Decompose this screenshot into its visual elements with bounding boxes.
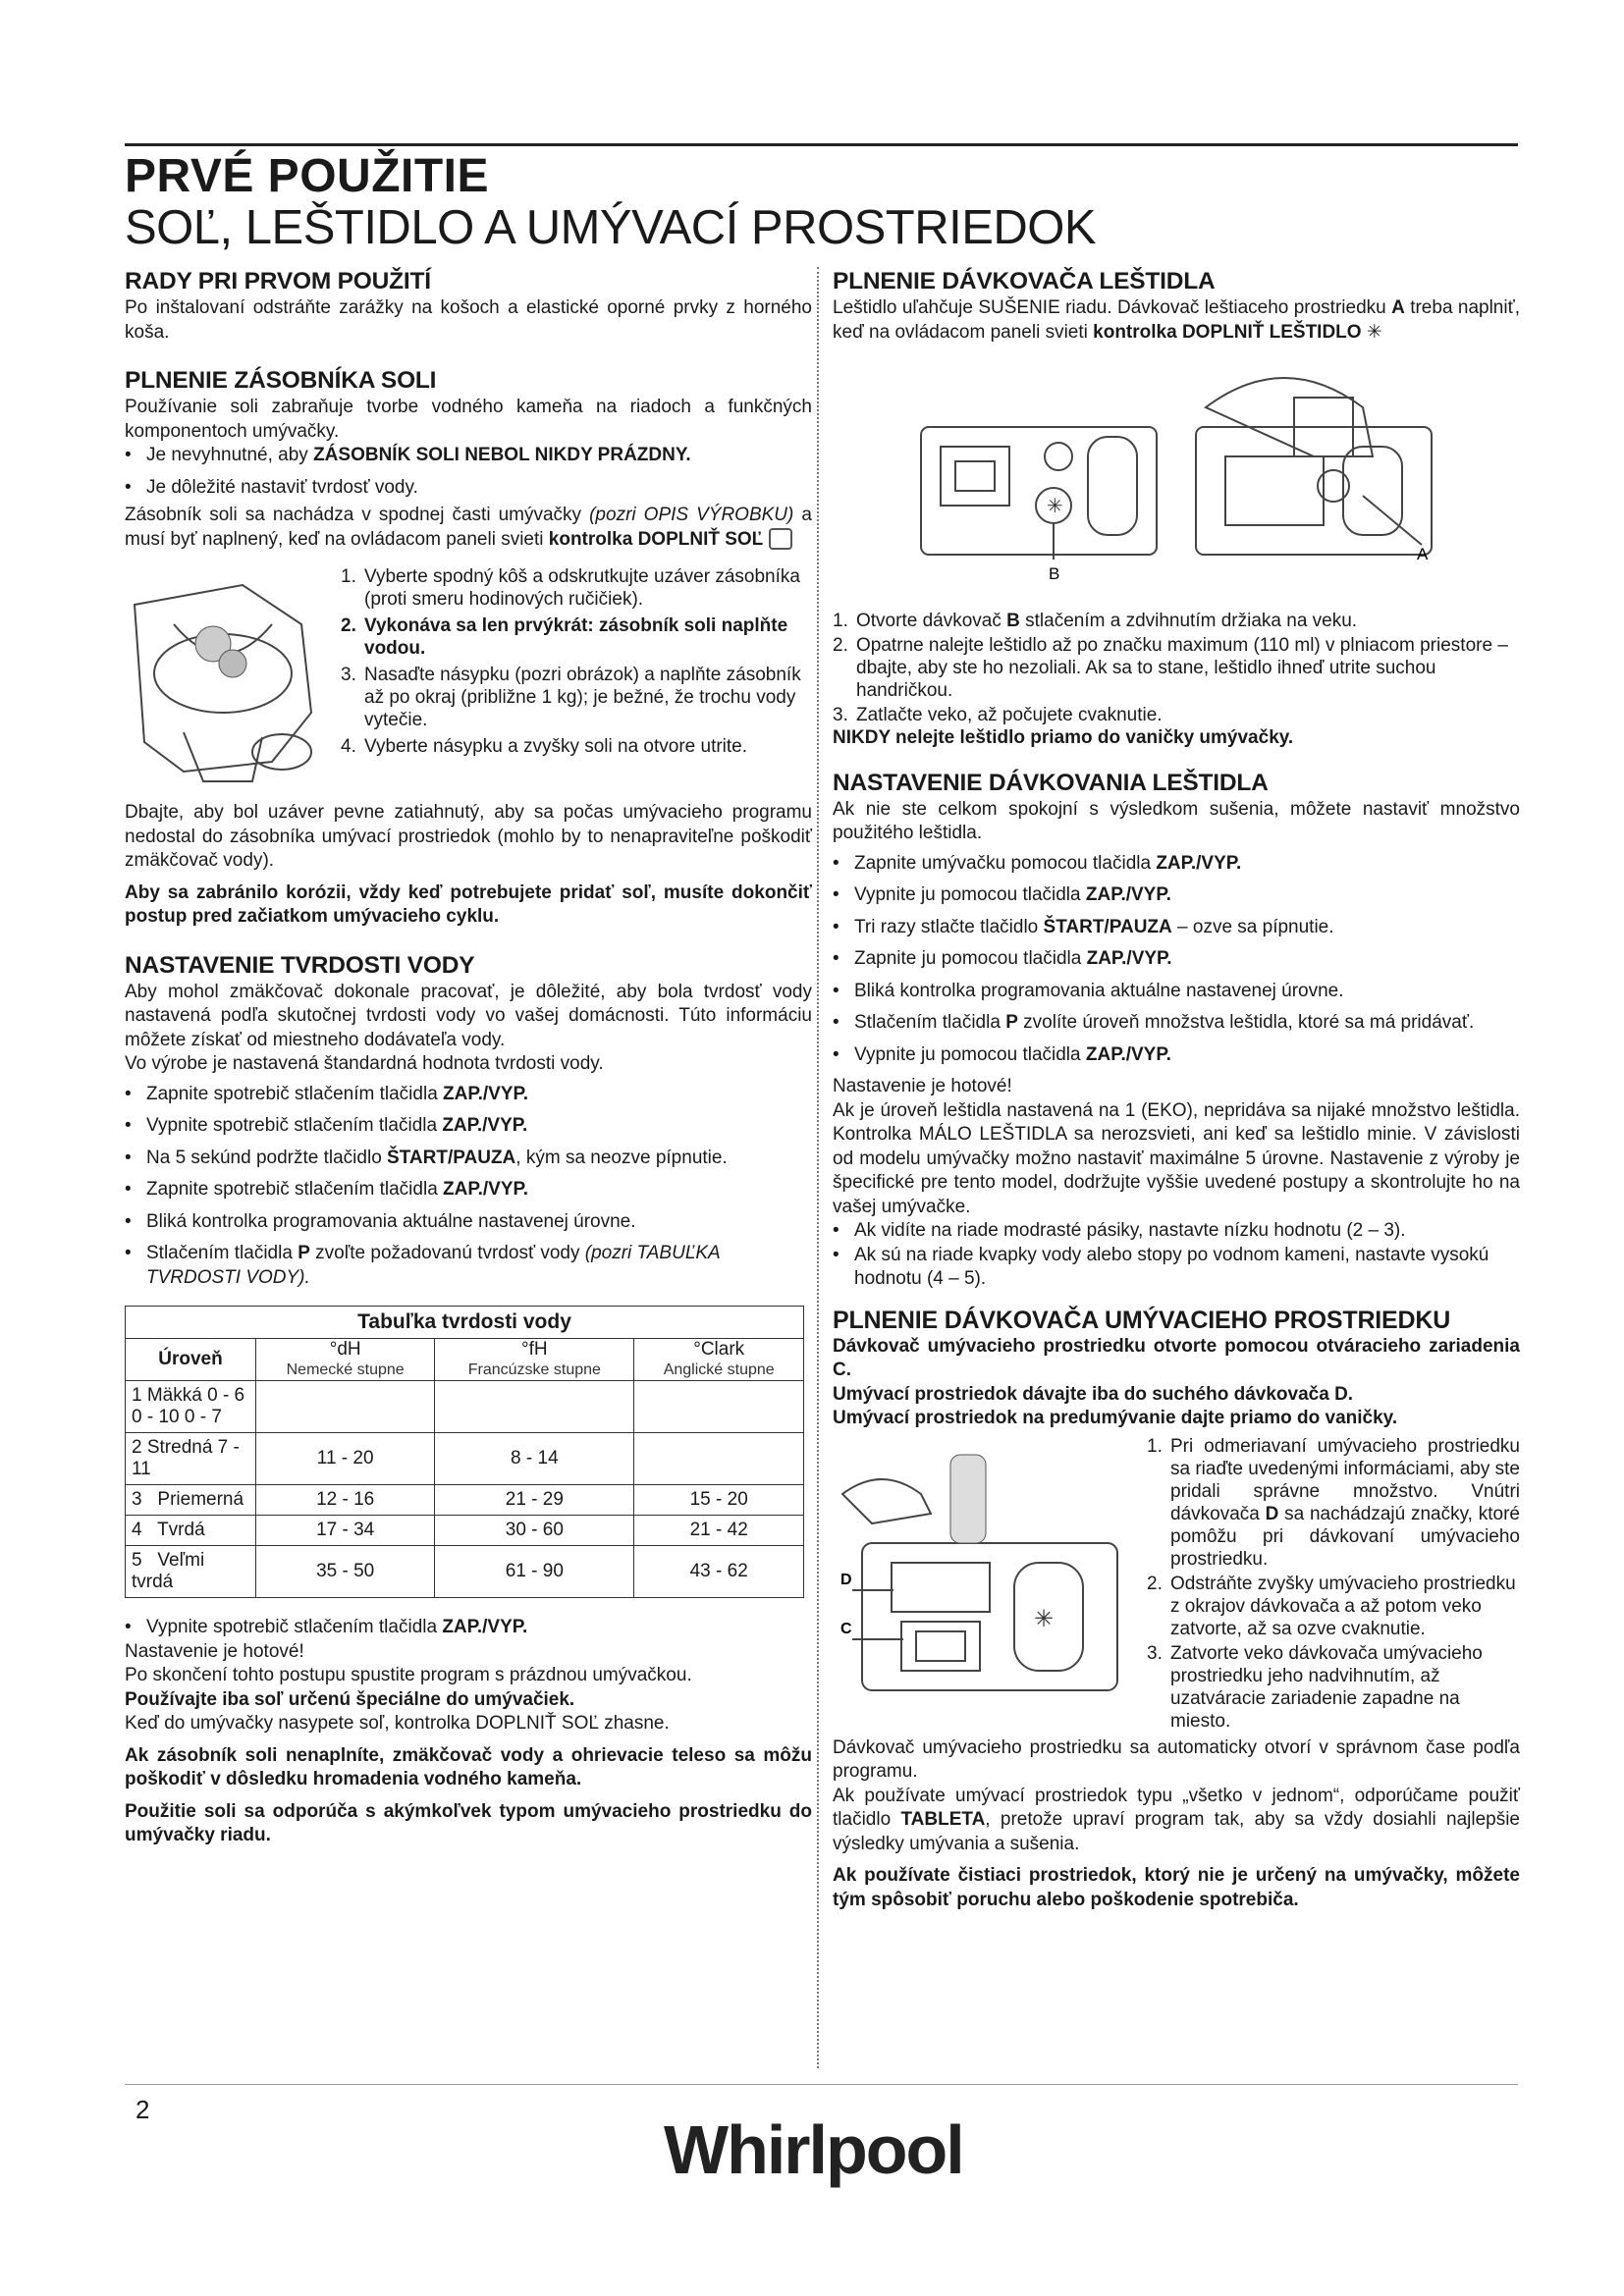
paragraph: Keď do umývačky nasypete soľ, kontrolka DOPLNIŤ SOĽ zhasne. [125,1713,670,1734]
section-heading: PLNENIE DÁVKOVAČA UMÝVACIEHO PROSTRIEDKU [833,1306,1451,1334]
step-item: 3. Zatlačte veko, až počujete cvaknutie. [833,705,1163,725]
table-title: Tabuľka tvrdosti vody [126,1307,804,1339]
brand-logo: Whirlpool [664,2111,963,2188]
rinse-aid-icon: ✳ [1366,321,1382,343]
bullet-item: • Vypnite ju pomocou tlačidla ZAP./VYP. [833,884,1171,905]
column-divider [817,267,819,2068]
paragraph: Nastavenie je hotové! [125,1640,304,1662]
label-a: A [1417,545,1429,563]
paragraph: Umývací prostriedok dávajte iba do suchého dávkovača D. [833,1383,1354,1405]
step-item: 2. Vykonáva sa len prvýkrát: zásobník soli naplňte vodou. [341,615,788,659]
paragraph: Umývací prostriedok na predumývanie dajte priamo do vaničky. [833,1408,1398,1428]
bullet-item: • Je nevyhnutné, aby ZÁSOBNÍK SOLI NEBOL NIKDY PRÁZDNY. [125,445,691,465]
bullet-item: • Zapnite spotrebič stlačením tlačidla ZAP./VYP. [125,1179,529,1200]
step-item: 2. Odstráňte zvyšky umývacieho prostriedku z okrajov dávkovača a až potom veko zatvorte, až sa ozve cvaknutie. [1147,1573,1516,1639]
paragraph: Používanie soli zabraňuje tvorbe vodného kameňa na riadoch a funkčných komponentoch umývačky. [125,397,812,442]
paragraph: Ak používate čistiaci prostriedok, ktorý nie je určený na umývačky, môžete tým spôsobiť poruchu alebo poškodenie spotrebiča. [833,1865,1520,1910]
table-header: Úroveň [126,1339,256,1381]
table-row: 3 Priemerná 12 - 16 21 - 29 15 - 20 [126,1485,804,1516]
paragraph: Dávkovač umývacieho prostriedku sa automaticky otvorí v správnom čase podľa programu. [833,1736,1520,1782]
bullet-item: • Tri razy stlačte tlačidlo ŠTART/PAUZA – ozve sa pípnutie. [833,916,1334,937]
section-heading: NASTAVENIE TVRDOSTI VODY [125,951,475,979]
step-item: 1. Vyberte spodný kôš a odskrutkujte uzáver zásobníka (proti smeru hodinových ručičiek). [341,566,800,610]
bullet-item: • Je dôležité nastaviť tvrdosť vody. [125,476,418,498]
paragraph: Leštidlo uľahčuje SUŠENIE riadu. Dávkovač leštiaceho prostriedku A treba naplniť, keď na ovládacom paneli svieti kontrolka DOPLNIŤ LEŠTIDLO ✳ [833,297,1520,343]
paragraph: Zásobník soli sa nachádza v spodnej časti umývačky (pozri OPIS VÝROBKU) a musí byť naplnený, keď na ovládacom paneli svieti kontrolka DOPLNIŤ SOĽ [125,505,812,550]
detergent-dispenser-illustration [833,1435,1137,1730]
svg-text:✳: ✳ [1047,496,1063,517]
detergent-steps [833,1435,1520,1733]
bullet-item: • Vypnite spotrebič stlačením tlačidla ZAP./VYP. [125,1617,528,1637]
section-heading: RADY PRI PRVOM POUŽITÍ [125,268,431,294]
step-item: 2. Opatrne nalejte leštidlo až po značku maximum (110 ml) v plniacom priestore – dbajte, aby ste ho nezoliali. Ak sa to stane, leštidlo ihneď utrite suchou handričkou. [833,635,1508,701]
left-column [125,267,812,1848]
paragraph: Ak používate umývací prostriedok typu „všetko v jednom“, odporúčame použiť tlačidlo TABLETA, pretože upraví program tak, aby sa vždy dosiahli najlepšie výsledky umývania a sušenia. [833,1785,1521,1854]
section-heading: PLNENIE ZÁSOBNÍKA SOLI [125,367,437,394]
header-rule [125,143,1518,146]
bullet-item: • Ak sú na riade kvapky vody alebo stopy po vodnom kameni, nastavte vysokú hodnotu (4 – 5). [833,1244,1489,1289]
water-hardness-table [125,1306,804,1598]
paragraph: Ak zásobník soli nenaplníte, zmäkčovač vody a ohrievacie teleso sa môžu poškodiť v dôsledku hromadenia vodného kameňa. [125,1744,812,1789]
bullet-item: • Stlačením tlačidla P zvolíte úroveň množstva leštidla, ktoré sa má pridávať. [833,1012,1475,1033]
paragraph: Ak je úroveň leštidla nastavená na 1 (EKO), nepridáva sa nijaké množstvo leštidla. Kontrolka MÁLO LEŠTIDLA sa nerozsvieti, ani keď sa leštidlo minie. V závislosti od modelu umývačky možno nastaviť maximálne 5 úrovne. Nastavenie z výroby je špecifické pre tento model, dodržujte vyššie uvedené postupy a skontrolujte ho na vašej umývačke. [833,1099,1520,1217]
table-header: °dH Nemecké stupne [256,1339,435,1381]
salt-container-illustration [125,565,331,791]
table-header: °Clark Anglické stupne [634,1339,804,1381]
table-row: 5 Veľmi tvrdá 35 - 50 61 - 90 43 - 62 [126,1546,804,1598]
bullet-item: • Bliká kontrolka programovania aktuálne nastavenej úrovne. [125,1210,636,1232]
step-item: 3. Nasaďte násypku (pozri obrázok) a naplňte zásobník až po okraj (približne 1 kg); je bežné, že trochu vody vytečie. [341,665,801,730]
paragraph: Dávkovač umývacieho prostriedku otvorte pomocou otváracieho zariadenia C. [833,1335,1520,1380]
table-row: 1 Mäkká 0 - 6 0 - 10 0 - 7 [126,1381,804,1433]
table-row: 4 Tvrdá 17 - 34 30 - 60 21 - 42 [126,1516,804,1546]
paragraph: NIKDY nelejte leštidlo priamo do vaničky umývačky. [833,727,1294,748]
paragraph: Aby mohol zmäkčovač dokonale pracovať, je dôležité, aby bola tvrdosť vody nastavená podľa skutočnej tvrdosti vody vo vašej domácnosti. Túto informáciu môžete získať od miestneho dodávateľa vody. [125,981,812,1050]
page-subtitle: SOĽ, LEŠTIDLO A UMÝVACÍ PROSTRIEDOK [125,201,1097,254]
bullet-item: • Stlačením tlačidla P zvoľte požadovanú tvrdosť vody (pozri TABUĽKA TVRDOSTI VODY). [125,1243,721,1288]
page-number: 2 [135,2095,150,2124]
rinse-dispenser-illustration [911,358,1461,594]
paragraph: Vo výrobe je nastavená štandardná hodnota tvrdosti vody. [125,1053,604,1074]
section-heading: NASTAVENIE DÁVKOVANIA LEŠTIDLA [833,769,1269,796]
paragraph: Použitie soli sa odporúča s akýmkoľvek typom umývacieho prostriedku do umývačky riadu. [125,1800,812,1845]
bullet-item: • Vypnite spotrebič stlačením tlačidla ZAP./VYP. [125,1115,528,1136]
footer-rule [125,2084,1518,2085]
bullet-item: • Zapnite spotrebič stlačením tlačidla ZAP./VYP. [125,1083,529,1104]
paragraph: Aby sa zabránilo korózii, vždy keď potrebujete pridať soľ, musíte dokončiť postup pred začiatkom umývacieho cyklu. [125,881,812,927]
bullet-item: • Vypnite ju pomocou tlačidla ZAP./VYP. [833,1043,1171,1065]
paragraph: Používajte iba soľ určenú špeciálne do umývačiek. [125,1688,575,1710]
paragraph: Nastavenie je hotové! [833,1076,1012,1096]
paragraph: Po skončení tohto postupu spustite program s prázdnou umývačkou. [125,1665,692,1685]
bullet-item: • Na 5 sekúnd podržte tlačidlo ŠTART/PAUZA, kým sa neozve pípnutie. [125,1147,728,1168]
salt-icon [769,528,792,550]
page-title: PRVÉ POUŽITIE [125,150,490,202]
section-heading: PLNENIE DÁVKOVAČA LEŠTIDLA [833,268,1216,294]
bullet-item: • Bliká kontrolka programovania aktuálne nastavenej úrovne. [833,980,1344,1001]
paragraph: Po inštalovaní odstráňte zarážky na košoch a elastické oporné prvky z horného koša. [125,297,812,343]
step-item: 1. Otvorte dávkovač B stlačením a zdvihnutím držiaka na veku. [833,611,1358,631]
label-d: D [840,1571,852,1588]
paragraph: Ak nie ste celkom spokojní s výsledkom sušenia, môžete nastaviť množstvo použitého leštidla. [833,798,1520,843]
svg-text:✳: ✳ [1034,1605,1055,1632]
table-header: °fH Francúzske stupne [435,1339,634,1381]
step-item: 3. Zatvorte veko dávkovača umývacieho prostriedku jeho nadvihnutím, až uzatváracie zariadenie zapadne na miesto. [1147,1642,1483,1732]
salt-steps [125,565,812,791]
paragraph: Dbajte, aby bol uzáver pevne zatiahnutý, aby sa počas umývacieho programu nedostal do zásobníka umývací prostriedok (mohlo by to nenapraviteľne poškodiť zmäkčovač vody). [125,802,812,871]
bullet-item: • Ak vidíte na riade modrasté pásiky, nastavte nízku hodnotu (2 – 3). [833,1220,1406,1241]
label-c: C [840,1620,852,1637]
step-item: 1. Pri odmeriavaní umývacieho prostriedku sa riaďte uvedenými informáciami, aby ste pridali správne množstvo. Vnútri dávkovača D sa nachádzajú značky, ktoré pomôžu pri dávkovaní umývacieho prostriedku. [1147,1435,1520,1570]
table-row: 2 Stredná 7 - 11 11 - 20 8 - 14 [126,1433,804,1485]
step-item: 4. Vyberte násypku a zvyšky soli na otvore utrite. [341,736,748,757]
bullet-item: • Zapnite umývačku pomocou tlačidla ZAP./VYP. [833,852,1242,874]
bullet-item: • Zapnite ju pomocou tlačidla ZAP./VYP. [833,948,1172,969]
label-b: B [1049,564,1060,583]
right-column [833,267,1520,1912]
